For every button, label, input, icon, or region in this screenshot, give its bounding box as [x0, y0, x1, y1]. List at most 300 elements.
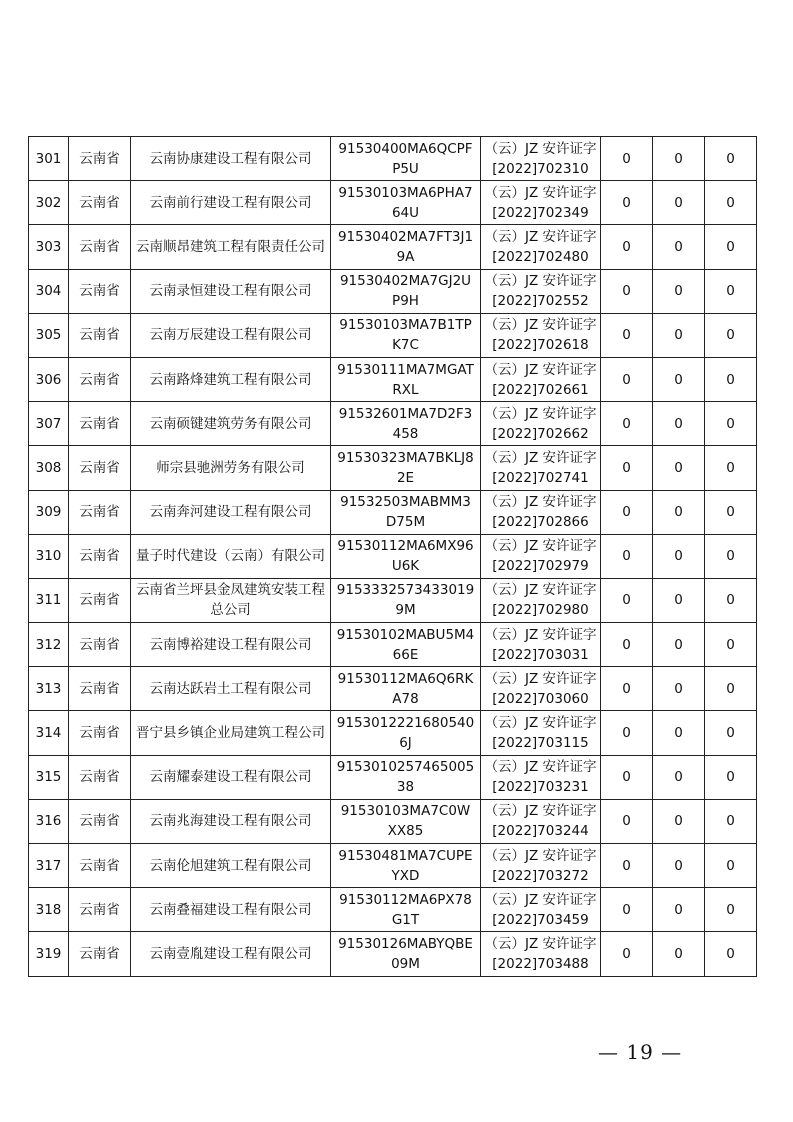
row-number-text: 308 — [35, 459, 62, 476]
license-number-line-1: （云）JZ 安许证字 — [484, 538, 597, 555]
province-cell — [69, 181, 131, 225]
license-number-line-1: （云）JZ 安许证字 — [484, 935, 597, 952]
province-cell — [69, 313, 131, 357]
company-name-cell — [131, 357, 331, 401]
credit-code-line-1: 91530102MABU5M4 — [336, 626, 475, 643]
value-1-text: 0 — [622, 371, 631, 388]
company-name-cell — [131, 534, 331, 578]
province-cell — [69, 888, 131, 932]
value-2-cell — [653, 711, 705, 755]
value-3-text: 0 — [726, 548, 735, 565]
credit-code-cell — [331, 578, 481, 622]
value-1-cell — [601, 490, 653, 534]
license-number-line-1: （云）JZ 安许证字 — [484, 626, 597, 643]
value-2-cell — [653, 799, 705, 843]
province-text: 云南省 — [79, 548, 120, 565]
credit-code-line-2: 2E — [396, 469, 415, 486]
value-1-text: 0 — [622, 459, 631, 476]
license-number-cell — [481, 181, 601, 225]
license-number-cell — [481, 534, 601, 578]
credit-code-cell — [331, 313, 481, 357]
province-text: 云南省 — [79, 415, 120, 432]
license-number-line-1: （云）JZ 安许证字 — [484, 184, 597, 201]
value-3-cell — [705, 137, 757, 181]
license-number-cell — [481, 932, 601, 976]
table-row — [29, 623, 757, 667]
value-1-text: 0 — [622, 150, 631, 167]
license-number-line-2: [2022]702552 — [492, 293, 589, 310]
value-2-text: 0 — [674, 857, 683, 874]
credit-code-line-1: 91530402MA7GJ2U — [339, 273, 472, 290]
company-name-text: 云南达跃岩土工程有限公司 — [149, 680, 312, 697]
credit-code-line-1: 9153010257465005 — [336, 759, 475, 776]
value-1-cell — [601, 711, 653, 755]
credit-code-cell — [331, 799, 481, 843]
table-row — [29, 667, 757, 711]
license-number-cell — [481, 578, 601, 622]
license-number-line-2: [2022]702662 — [492, 425, 589, 442]
value-1-text: 0 — [622, 769, 631, 786]
value-3-cell — [705, 402, 757, 446]
value-2-cell — [653, 490, 705, 534]
license-number-line-2: [2022]702741 — [492, 469, 589, 486]
value-2-cell — [653, 888, 705, 932]
company-name-text: 量子时代建设（云南）有限公司 — [136, 548, 325, 565]
credit-code-line-2: 38 — [396, 779, 415, 796]
company-name-cell — [131, 623, 331, 667]
value-3-cell — [705, 357, 757, 401]
row-number-cell — [29, 225, 69, 269]
credit-code-cell — [331, 844, 481, 888]
value-1-text: 0 — [622, 504, 631, 521]
table-row — [29, 534, 757, 578]
company-name-text: 云南省兰坪县金凤建筑安装工程总公司 — [136, 582, 325, 619]
license-number-line-1: （云）JZ 安许证字 — [484, 140, 597, 157]
credit-code-cell — [331, 402, 481, 446]
company-name-text: 云南叠福建设工程有限公司 — [149, 901, 312, 918]
province-cell — [69, 446, 131, 490]
province-text: 云南省 — [79, 504, 120, 521]
value-2-text: 0 — [674, 548, 683, 565]
credit-code-line-2: 9M — [395, 602, 416, 619]
value-3-cell — [705, 534, 757, 578]
license-number-line-2: [2022]703031 — [492, 646, 589, 663]
page-number: — 19 — — [598, 1040, 683, 1064]
table-row — [29, 137, 757, 181]
company-name-cell — [131, 446, 331, 490]
company-name-cell — [131, 490, 331, 534]
table-row — [29, 490, 757, 534]
value-3-text: 0 — [726, 636, 735, 653]
province-cell — [69, 711, 131, 755]
value-1-text: 0 — [622, 238, 631, 255]
value-2-cell — [653, 534, 705, 578]
table-row — [29, 755, 757, 799]
value-3-text: 0 — [726, 901, 735, 918]
credit-code-cell — [331, 490, 481, 534]
table-row — [29, 711, 757, 755]
value-1-cell — [601, 755, 653, 799]
value-1-text: 0 — [622, 592, 631, 609]
province-text: 云南省 — [79, 813, 120, 830]
license-number-cell — [481, 313, 601, 357]
row-number-cell — [29, 578, 69, 622]
value-2-text: 0 — [674, 636, 683, 653]
license-number-line-1: （云）JZ 安许证字 — [484, 228, 597, 245]
value-2-text: 0 — [674, 769, 683, 786]
row-number-text: 319 — [35, 945, 62, 962]
credit-code-line-2: 64U — [391, 204, 420, 221]
company-name-text: 云南顺昂建筑工程有限责任公司 — [136, 238, 325, 255]
value-2-text: 0 — [674, 592, 683, 609]
value-3-text: 0 — [726, 504, 735, 521]
company-name-cell — [131, 932, 331, 976]
row-number-text: 301 — [35, 150, 62, 167]
value-3-cell — [705, 844, 757, 888]
license-number-line-1: （云）JZ 安许证字 — [484, 405, 597, 422]
license-number-cell — [481, 402, 601, 446]
value-1-cell — [601, 932, 653, 976]
license-number-line-1: （云）JZ 安许证字 — [484, 891, 597, 908]
value-3-cell — [705, 490, 757, 534]
value-3-cell — [705, 578, 757, 622]
value-2-cell — [653, 181, 705, 225]
value-2-text: 0 — [674, 238, 683, 255]
table-row — [29, 578, 757, 622]
company-name-text: 云南奔河建设工程有限公司 — [149, 504, 312, 521]
license-number-cell — [481, 225, 601, 269]
credit-code-line-1: 91530112MA6PX78 — [339, 891, 472, 908]
company-name-text: 云南录恒建设工程有限公司 — [149, 283, 312, 300]
row-number-cell — [29, 844, 69, 888]
table-row — [29, 357, 757, 401]
row-number-cell — [29, 357, 69, 401]
value-2-cell — [653, 313, 705, 357]
company-name-cell — [131, 755, 331, 799]
province-cell — [69, 799, 131, 843]
province-cell — [69, 623, 131, 667]
value-1-cell — [601, 578, 653, 622]
province-text: 云南省 — [79, 238, 120, 255]
value-3-text: 0 — [726, 371, 735, 388]
table-row — [29, 402, 757, 446]
value-2-text: 0 — [674, 371, 683, 388]
company-name-cell — [131, 181, 331, 225]
credit-code-line-1: 91530126MABYQBE — [338, 935, 473, 952]
row-number-cell — [29, 667, 69, 711]
license-number-line-1: （云）JZ 安许证字 — [484, 670, 597, 687]
license-number-cell — [481, 623, 601, 667]
value-2-text: 0 — [674, 459, 683, 476]
license-number-cell — [481, 490, 601, 534]
company-name-text: 云南壹胤建设工程有限公司 — [149, 945, 312, 962]
row-number-text: 310 — [35, 548, 62, 565]
value-1-cell — [601, 402, 653, 446]
credit-code-line-2: P5U — [392, 160, 419, 177]
value-2-text: 0 — [674, 327, 683, 344]
row-number-text: 317 — [35, 857, 62, 874]
credit-code-line-1: 91532503MABMM3 — [340, 494, 471, 511]
credit-code-line-2: 09M — [391, 955, 420, 972]
company-name-text: 晋宁县乡镇企业局建筑工程公司 — [136, 725, 325, 742]
value-3-cell — [705, 799, 757, 843]
row-number-cell — [29, 137, 69, 181]
credit-code-line-1: 91530402MA7FT3J1 — [337, 228, 474, 245]
credit-code-line-2: RXL — [392, 381, 419, 398]
province-cell — [69, 844, 131, 888]
license-number-line-1: （云）JZ 安许证字 — [484, 803, 597, 820]
company-table — [28, 136, 757, 977]
license-number-cell — [481, 269, 601, 313]
table-row — [29, 225, 757, 269]
license-number-line-2: [2022]703488 — [492, 955, 589, 972]
row-number-cell — [29, 932, 69, 976]
row-number-cell — [29, 446, 69, 490]
value-2-text: 0 — [674, 150, 683, 167]
value-3-text: 0 — [726, 283, 735, 300]
value-2-cell — [653, 446, 705, 490]
province-cell — [69, 402, 131, 446]
credit-code-line-1: 91530111MA7MGAT — [337, 361, 474, 378]
value-3-text: 0 — [726, 194, 735, 211]
row-number-text: 302 — [35, 194, 62, 211]
province-cell — [69, 357, 131, 401]
value-2-cell — [653, 932, 705, 976]
value-3-text: 0 — [726, 680, 735, 697]
credit-code-line-1: 91530112MA6MX96 — [337, 538, 474, 555]
value-2-text: 0 — [674, 813, 683, 830]
value-1-cell — [601, 667, 653, 711]
value-3-text: 0 — [726, 769, 735, 786]
license-number-line-2: [2022]702310 — [492, 160, 589, 177]
license-number-cell — [481, 137, 601, 181]
province-cell — [69, 534, 131, 578]
row-number-text: 314 — [35, 725, 62, 742]
credit-code-line-2: K7C — [392, 337, 419, 354]
credit-code-line-1: 91530112MA6Q6RK — [337, 670, 474, 687]
province-text: 云南省 — [79, 459, 120, 476]
company-name-text: 师宗县驰洲劳务有限公司 — [156, 459, 305, 476]
license-number-line-2: [2022]703244 — [492, 823, 589, 840]
credit-code-line-2: XX85 — [387, 823, 424, 840]
license-number-line-2: [2022]702979 — [492, 558, 589, 575]
row-number-text: 309 — [35, 504, 62, 521]
license-number-line-2: [2022]702480 — [492, 248, 589, 265]
license-number-line-2: [2022]702349 — [492, 204, 589, 221]
row-number-text: 312 — [35, 636, 62, 653]
value-2-cell — [653, 137, 705, 181]
company-name-text: 云南前行建设工程有限公司 — [149, 194, 312, 211]
value-2-text: 0 — [674, 194, 683, 211]
province-text: 云南省 — [79, 150, 120, 167]
value-1-text: 0 — [622, 548, 631, 565]
table-row — [29, 932, 757, 976]
row-number-cell — [29, 269, 69, 313]
province-text: 云南省 — [79, 194, 120, 211]
license-number-cell — [481, 888, 601, 932]
credit-code-line-2: YXD — [391, 867, 420, 884]
row-number-text: 316 — [35, 813, 62, 830]
province-text: 云南省 — [79, 592, 120, 609]
value-2-text: 0 — [674, 945, 683, 962]
value-1-text: 0 — [622, 415, 631, 432]
license-number-cell — [481, 446, 601, 490]
value-3-cell — [705, 711, 757, 755]
credit-code-line-1: 91530481MA7CUPE — [338, 847, 473, 864]
company-name-cell — [131, 888, 331, 932]
credit-code-cell — [331, 534, 481, 578]
value-3-text: 0 — [726, 238, 735, 255]
value-2-cell — [653, 844, 705, 888]
value-1-text: 0 — [622, 901, 631, 918]
license-number-line-1: （云）JZ 安许证字 — [484, 494, 597, 511]
province-text: 云南省 — [79, 327, 120, 344]
company-name-cell — [131, 844, 331, 888]
row-number-cell — [29, 623, 69, 667]
company-name-cell — [131, 269, 331, 313]
row-number-text: 305 — [35, 327, 62, 344]
license-number-line-1: （云）JZ 安许证字 — [484, 449, 597, 466]
value-3-cell — [705, 932, 757, 976]
value-3-text: 0 — [726, 725, 735, 742]
company-name-cell — [131, 137, 331, 181]
company-name-cell — [131, 711, 331, 755]
license-number-line-1: （云）JZ 安许证字 — [484, 715, 597, 732]
value-2-text: 0 — [674, 680, 683, 697]
province-cell — [69, 932, 131, 976]
row-number-text: 318 — [35, 901, 62, 918]
credit-code-line-1: 91530103MA6PHA7 — [338, 184, 473, 201]
company-name-cell — [131, 402, 331, 446]
company-name-cell — [131, 313, 331, 357]
license-number-line-1: （云）JZ 安许证字 — [484, 847, 597, 864]
value-1-text: 0 — [622, 327, 631, 344]
license-number-line-1: （云）JZ 安许证字 — [484, 317, 597, 334]
license-number-line-1: （云）JZ 安许证字 — [484, 273, 597, 290]
value-1-text: 0 — [622, 680, 631, 697]
credit-code-line-1: 9153012221680540 — [336, 715, 475, 732]
row-number-cell — [29, 313, 69, 357]
row-number-text: 311 — [35, 592, 62, 609]
value-1-text: 0 — [622, 194, 631, 211]
license-number-cell — [481, 844, 601, 888]
value-2-cell — [653, 667, 705, 711]
value-1-cell — [601, 181, 653, 225]
value-2-cell — [653, 402, 705, 446]
province-text: 云南省 — [79, 901, 120, 918]
value-1-cell — [601, 225, 653, 269]
company-name-cell — [131, 667, 331, 711]
license-number-line-2: [2022]703060 — [492, 690, 589, 707]
table-row — [29, 446, 757, 490]
value-1-cell — [601, 844, 653, 888]
value-1-cell — [601, 799, 653, 843]
row-number-cell — [29, 490, 69, 534]
value-3-text: 0 — [726, 592, 735, 609]
row-number-cell — [29, 402, 69, 446]
license-number-cell — [481, 799, 601, 843]
value-3-cell — [705, 446, 757, 490]
value-3-text: 0 — [726, 150, 735, 167]
credit-code-line-1: 91530323MA7BKLJ8 — [337, 449, 474, 466]
row-number-cell — [29, 799, 69, 843]
credit-code-cell — [331, 181, 481, 225]
province-text: 云南省 — [79, 769, 120, 786]
value-2-cell — [653, 357, 705, 401]
value-3-cell — [705, 755, 757, 799]
value-1-cell — [601, 357, 653, 401]
credit-code-line-2: 66E — [392, 646, 419, 663]
table-row — [29, 269, 757, 313]
value-3-text: 0 — [726, 415, 735, 432]
company-name-text: 云南兆海建设工程有限公司 — [149, 813, 312, 830]
license-number-cell — [481, 711, 601, 755]
province-text: 云南省 — [79, 636, 120, 653]
company-name-text: 云南路烽建筑工程有限公司 — [149, 371, 312, 388]
province-text: 云南省 — [79, 283, 120, 300]
province-cell — [69, 225, 131, 269]
province-cell — [69, 667, 131, 711]
value-1-cell — [601, 888, 653, 932]
company-name-cell — [131, 225, 331, 269]
province-text: 云南省 — [79, 371, 120, 388]
company-name-text: 云南博裕建设工程有限公司 — [149, 636, 312, 653]
company-name-text: 云南耀泰建设工程有限公司 — [149, 769, 312, 786]
province-cell — [69, 269, 131, 313]
credit-code-cell — [331, 137, 481, 181]
value-3-text: 0 — [726, 459, 735, 476]
value-1-text: 0 — [622, 813, 631, 830]
province-text: 云南省 — [79, 725, 120, 742]
license-number-line-2: [2022]703272 — [492, 867, 589, 884]
license-number-line-2: [2022]703115 — [492, 735, 589, 752]
credit-code-line-1: 9153332573433019 — [336, 582, 475, 599]
value-2-cell — [653, 578, 705, 622]
table-row — [29, 181, 757, 225]
credit-code-line-2: P9H — [392, 293, 419, 310]
credit-code-cell — [331, 446, 481, 490]
value-3-text: 0 — [726, 857, 735, 874]
credit-code-line-1: 91530103MA7C0W — [340, 803, 471, 820]
license-number-line-2: [2022]702980 — [492, 602, 589, 619]
value-1-cell — [601, 534, 653, 578]
value-3-cell — [705, 225, 757, 269]
credit-code-cell — [331, 932, 481, 976]
credit-code-cell — [331, 269, 481, 313]
license-number-line-2: [2022]702618 — [492, 337, 589, 354]
value-3-cell — [705, 623, 757, 667]
credit-code-line-2: D75M — [385, 514, 426, 531]
value-3-text: 0 — [726, 327, 735, 344]
value-3-cell — [705, 888, 757, 932]
value-3-cell — [705, 181, 757, 225]
credit-code-line-2: G1T — [391, 911, 420, 928]
value-2-text: 0 — [674, 283, 683, 300]
credit-code-cell — [331, 357, 481, 401]
credit-code-cell — [331, 667, 481, 711]
row-number-text: 313 — [35, 680, 62, 697]
credit-code-line-1: 91532601MA7D2F3 — [338, 405, 473, 422]
row-number-text: 304 — [35, 283, 62, 300]
credit-code-cell — [331, 888, 481, 932]
license-number-cell — [481, 667, 601, 711]
value-2-text: 0 — [674, 504, 683, 521]
value-1-cell — [601, 623, 653, 667]
credit-code-line-2: U6K — [391, 558, 420, 575]
credit-code-line-2: 6J — [399, 735, 412, 752]
license-number-line-2: [2022]703231 — [492, 779, 589, 796]
value-1-text: 0 — [622, 283, 631, 300]
